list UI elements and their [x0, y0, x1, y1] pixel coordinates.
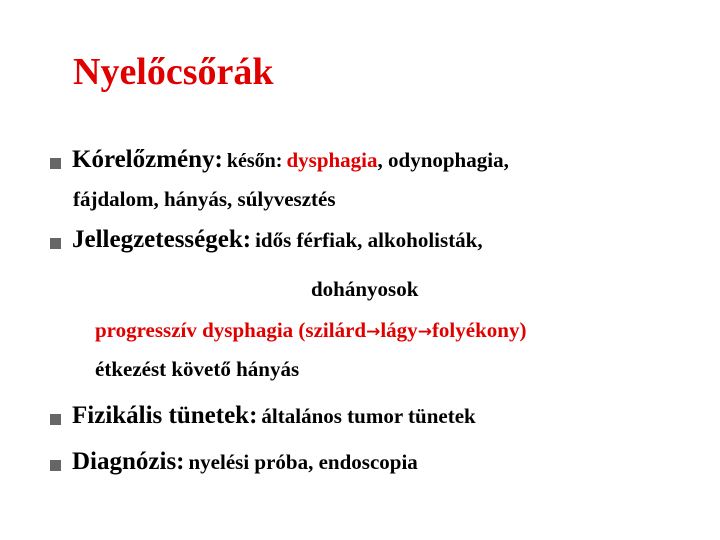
features-sub-1: [95, 318, 526, 343]
features-sub-2: étkezést követő hányás: [95, 357, 300, 381]
slide-title: Nyelőcsőrák: [73, 51, 274, 93]
arrow-icon: →: [417, 322, 432, 342]
history-line-2: fájdalom, hányás, súlyvesztés: [73, 187, 336, 211]
features-line: [72, 226, 483, 254]
history-late-prefix: későn:: [226, 150, 283, 172]
physical-line: [72, 402, 476, 430]
diagnosis-text: nyelési próba, endoscopia: [188, 450, 418, 474]
physical-label: Fizikális tünetek:: [72, 402, 258, 429]
diagnosis-label: Diagnózis:: [72, 448, 185, 475]
sub1-suffix: folyékony): [431, 318, 527, 342]
diagnosis-line: [72, 448, 418, 476]
bullet-icon: [50, 460, 61, 471]
bullet-icon: [50, 238, 61, 249]
bullet-icon: [50, 158, 61, 169]
features-label: Jellegzetességek:: [72, 226, 252, 253]
features-text: idős férfiak, alkoholisták,: [255, 228, 483, 252]
history-highlight: dysphagia: [286, 148, 378, 172]
physical-text: általános tumor tünetek: [261, 404, 476, 428]
features-line-2: dohányosok: [311, 277, 419, 301]
history-rest: , odynophagia,: [377, 148, 509, 172]
sub1-prefix: progresszív dysphagia (szilárd: [95, 318, 367, 342]
arrow-icon: →: [366, 322, 381, 342]
history-line: [72, 146, 509, 174]
sub1-mid: lágy: [380, 318, 418, 342]
history-label: Kórelőzmény:: [72, 146, 223, 173]
bullet-icon: [50, 414, 61, 425]
